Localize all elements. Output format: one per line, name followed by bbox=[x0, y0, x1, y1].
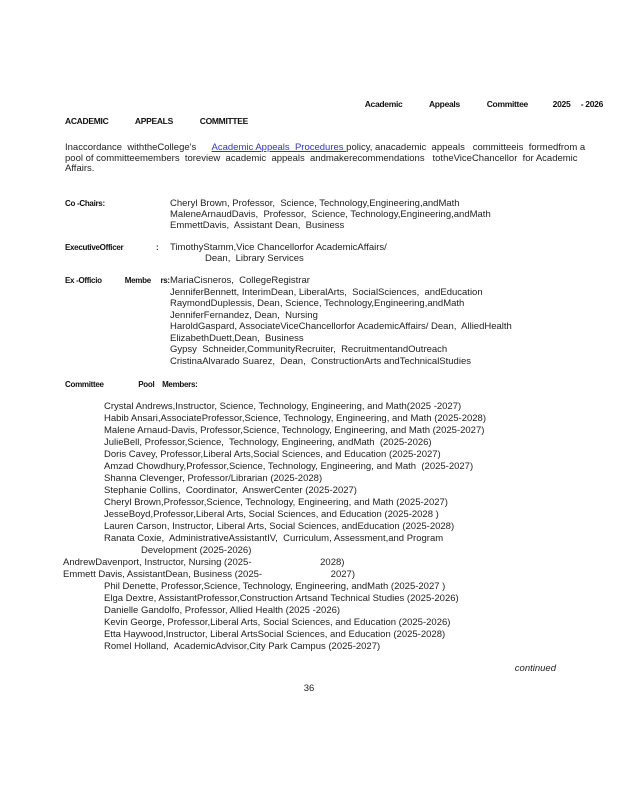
co-chair-entry: MaleneArnaudDavis, Professor, Science, Technology,Engineering,andMath bbox=[170, 209, 491, 220]
intro-line-2: pool of committeemembers toreview academic appeals andmakerecommendations totheViceChancellor for Academic bbox=[65, 152, 578, 164]
pool-member-entry: Ranata Coxie, AdministrativeAssistantIV, Curriculum, Assessment,and Program bbox=[104, 533, 444, 544]
committee-pool-members-label: Committee Pool Members: bbox=[65, 380, 198, 389]
pool-member-entry: Danielle Gandolfo, Professor, Allied Health (2025 -2026) bbox=[104, 605, 341, 616]
academic-appeals-procedures-link[interactable]: Academic Appeals Procedures bbox=[211, 142, 347, 153]
ex-officio-members-label: Ex -Officio Membe rs: bbox=[65, 276, 170, 285]
page-number: 36 bbox=[303, 683, 315, 694]
ex-officio-entry: RaymondDuplessis, Dean, Science, Technology,Engineering,andMath bbox=[170, 298, 465, 309]
ex-officio-entry: CristinaAlvarado Suarez, Dean, ConstructionArts andTechnicalStudies bbox=[170, 355, 471, 367]
pool-member-entry: AndrewDavenport, Instructor, Nursing (2025- 2028) bbox=[63, 557, 345, 568]
continued-note: continued bbox=[514, 663, 556, 674]
pool-member-entry: Emmett Davis, AssistantDean, Business (2025- 2027) bbox=[63, 569, 355, 580]
pool-member-entry: Crystal Andrews,Instructor, Science, Technology, Engineering, and Math(2025 -2027) bbox=[104, 401, 462, 412]
pool-member-entry: Shanna Clevenger, Professor/Librarian (2025-2028) bbox=[104, 473, 323, 484]
executive-officer-entry: TimothyStamm,Vice Chancellorfor AcademicAffairs/ bbox=[170, 242, 387, 253]
co-chair-entry: Cheryl Brown, Professor, Science, Technology,Engineering,andMath bbox=[170, 198, 460, 209]
pool-member-entry-continuation: Development (2025-2026) bbox=[141, 545, 252, 556]
pool-member-entry: JesseBoyd,Professor,Liberal Arts, Social Sciences, and Education (2025-2028 ) bbox=[104, 509, 439, 520]
pool-member-entry: Elga Dextre, AssistantProfessor,Construction Artsand Technical Studies (2025-2026) bbox=[104, 593, 459, 604]
section-ex-officio-members bbox=[65, 275, 512, 367]
pool-member-entry: JulieBell, Professor,Science, Technology, Engineering, andMath (2025-2026) bbox=[104, 437, 432, 448]
running-header: Academic Appeals Committee 2025 - 2026 bbox=[364, 99, 603, 109]
ex-officio-entry: Gypsy Schneider,CommunityRecruiter, RecruitmentandOutreach bbox=[170, 344, 448, 355]
committee-pool-members-list bbox=[63, 401, 604, 653]
ex-officio-entry: ElizabethDuett,Dean, Business bbox=[170, 332, 304, 344]
pool-member-entry: Kevin George, Professor,Liberal Arts, Social Sciences, and Education (2025-2026) bbox=[104, 617, 451, 628]
section-co-chairs bbox=[65, 198, 491, 231]
ex-officio-entry: HaroldGaspard, AssociateViceChancellorfor AcademicAffairs/ Dean, AlliedHealth bbox=[170, 321, 512, 332]
intro-text-pre: Inaccordance withtheCollege's bbox=[65, 142, 212, 153]
section-executive-officer bbox=[65, 242, 387, 264]
pool-member-entry: Doris Cavey, Professor,Liberal Arts,Social Sciences, and Education (2025-2027) bbox=[104, 449, 441, 460]
pool-member-entry: Cheryl Brown,Professor,Science, Technology, Engineering, and Math (2025-2027) bbox=[104, 497, 448, 508]
ex-officio-entry: MariaCisneros, CollegeRegistrar bbox=[170, 275, 310, 286]
co-chairs-label: Co -Chairs: bbox=[65, 199, 105, 208]
co-chair-entry: EmmettDavis, Assistant Dean, Business bbox=[170, 220, 345, 231]
pool-member-entry: Etta Haywood,Instructor, Liberal ArtsSocial Sciences, and Education (2025-2028) bbox=[104, 629, 446, 640]
executive-officer-label: ExecutiveOfficer : bbox=[65, 243, 159, 252]
pool-member-entry: Romel Holland, AcademicAdvisor,City Park Campus (2025-2027) bbox=[104, 641, 381, 652]
ex-officio-entry: JenniferFernandez, Dean, Nursing bbox=[170, 309, 318, 321]
pool-member-entry: Stephanie Collins, Coordinator, AnswerCenter (2025-2027) bbox=[104, 485, 357, 496]
pool-member-entry: Malene Arnaud-Davis, Professor,Science, Technology, Engineering, and Math (2025-2027) bbox=[104, 425, 485, 436]
ex-officio-entry: JenniferBennett, InterimDean, LiberalArts, SocialSciences, andEducation bbox=[170, 286, 483, 298]
intro-text-post: policy, anacademic appeals committeeis formedfrom a bbox=[346, 142, 586, 153]
executive-officer-entry-continuation: Dean, Library Services bbox=[205, 253, 304, 264]
pool-member-entry: Habib Ansari,AssociateProfessor,Science, Technology, Engineering, and Math (2025-2028) bbox=[104, 413, 486, 424]
pool-member-entry: Amzad Chowdhury,Professor,Science, Technology, Engineering, and Math (2025-2027) bbox=[104, 461, 474, 472]
intro-paragraph bbox=[65, 143, 595, 175]
pool-member-entry: Lauren Carson, Instructor, Liberal Arts, Social Sciences, andEducation (2025-2028) bbox=[104, 521, 455, 532]
page-title: ACADEMIC APPEALS COMMITTEE bbox=[65, 116, 249, 126]
pool-member-entry: Phil Denette, Professor,Science, Technology, Engineering, andMath (2025-2027 ) bbox=[104, 581, 446, 592]
intro-line-1 bbox=[65, 143, 595, 154]
intro-line-3: Affairs. bbox=[65, 163, 95, 174]
